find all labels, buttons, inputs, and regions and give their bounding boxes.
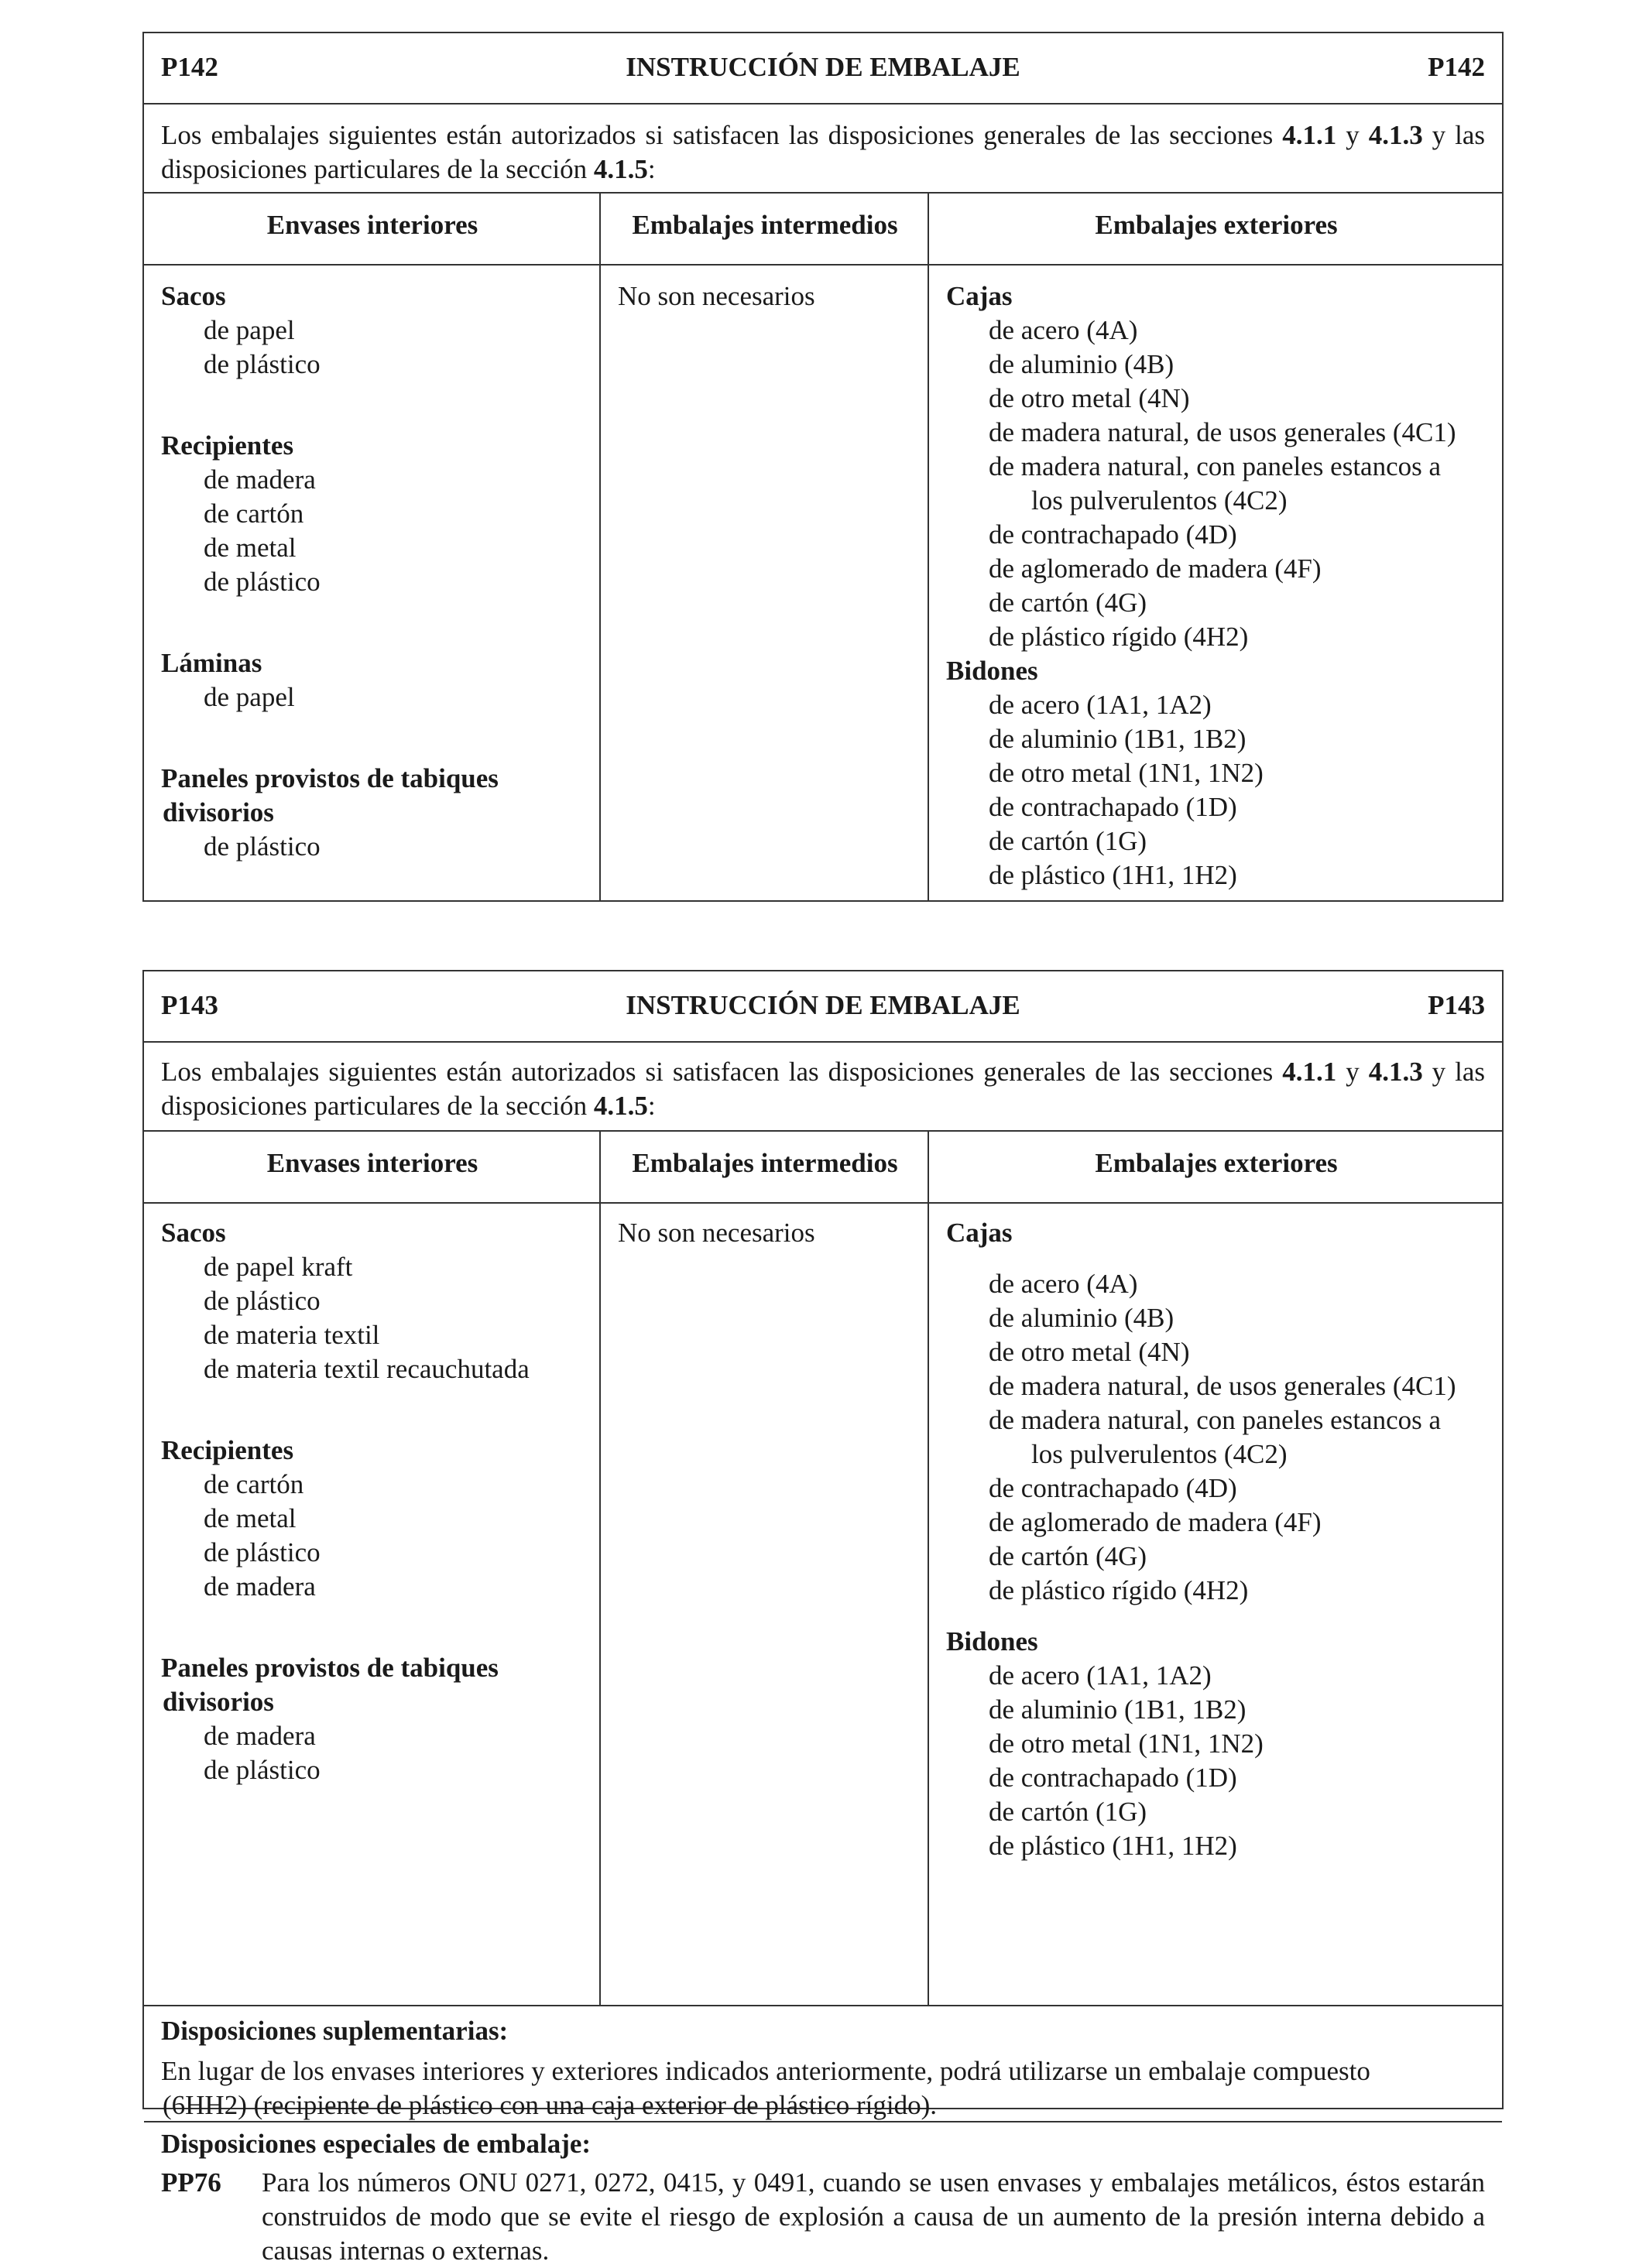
instruction-header	[144, 33, 1502, 103]
group-heading: Láminas	[161, 648, 262, 678]
group-heading: Paneles provistos de tabiques	[161, 1653, 499, 1683]
section-ref: 4.1.1	[1282, 120, 1337, 150]
outer-packagings	[946, 1216, 1500, 1863]
divider	[144, 1202, 1502, 1204]
list-item: de papel kraft	[204, 1252, 353, 1282]
list-item: de madera natural, de usos generales (4C1)	[989, 1371, 1456, 1401]
group-heading: Paneles provistos de tabiques	[161, 763, 499, 793]
intro-text: :	[647, 154, 656, 184]
list-item: de otro metal (1N1, 1N2)	[989, 758, 1264, 788]
intermediate-value: No son necesarios	[618, 281, 815, 311]
list-item: de plástico (1H1, 1H2)	[989, 860, 1237, 890]
list-item: de aluminio (1B1, 1B2)	[989, 724, 1247, 754]
section-ref: 4.1.3	[1368, 1057, 1423, 1087]
divider	[144, 264, 1502, 266]
divider	[144, 103, 1502, 104]
list-item: de madera natural, de usos generales (4C1)	[989, 417, 1456, 447]
provision-text: Para los números ONU 0271, 0272, 0415, y 0491, cuando se usen envases y embalajes metálicos, éstos estarán construidos de modo que se evite el riesgo de explosión a causa de un aumento de la presión interna debido a causas internas o externas.	[262, 2167, 1485, 2266]
intro-text: y las disposiciones particulares de la sección	[161, 120, 1486, 184]
group-heading: Cajas	[946, 1218, 1013, 1248]
list-item: de papel	[204, 682, 295, 712]
col-header-intermediate: Embalajes intermedios	[632, 210, 898, 240]
outer-packagings	[946, 279, 1500, 892]
list-item: de acero (1A1, 1A2)	[989, 1660, 1212, 1691]
list-item: de papel	[204, 315, 295, 345]
list-item: de aluminio (4B)	[989, 1303, 1174, 1333]
divider	[144, 1130, 1502, 1132]
list-item: de otro metal (4N)	[989, 383, 1190, 413]
list-item: de plástico (1H1, 1H2)	[989, 1831, 1237, 1861]
instruction-header	[144, 971, 1502, 1041]
list-item: de plástico	[204, 349, 321, 379]
col-header-inner: Envases interiores	[266, 210, 478, 240]
divider	[144, 2121, 1502, 2122]
group-heading: Cajas	[946, 281, 1013, 311]
list-item: de cartón (1G)	[989, 826, 1147, 856]
list-item: de madera natural, con paneles estancos a	[989, 451, 1442, 481]
packing-instruction-p143	[142, 970, 1504, 2266]
list-item: de aluminio (1B1, 1B2)	[989, 1694, 1247, 1725]
list-item: de plástico	[204, 831, 321, 862]
list-item: de contrachapado (4D)	[989, 519, 1237, 550]
list-item: de cartón (4G)	[989, 1541, 1147, 1571]
col-header-outer: Embalajes exteriores	[1095, 1148, 1338, 1178]
special-packing-provisions	[161, 2127, 1485, 2268]
list-item: de aglomerado de madera (4F)	[989, 1507, 1322, 1537]
column-divider	[928, 1130, 929, 2005]
divider	[144, 2005, 1502, 2006]
list-item: de materia textil	[204, 1320, 380, 1350]
list-item: de otro metal (1N1, 1N2)	[989, 1728, 1264, 1759]
intro-text: Los embalajes siguientes están autorizados si satisfacen las disposiciones generales de las secciones	[161, 1057, 1283, 1087]
instruction-title: INSTRUCCIÓN DE EMBALAJE	[626, 52, 1020, 82]
col-header-outer: Embalajes exteriores	[1095, 210, 1338, 240]
list-item: de plástico rígido (4H2)	[989, 1575, 1249, 1605]
list-item: de otro metal (4N)	[989, 1337, 1190, 1367]
section-ref: 4.1.3	[1368, 120, 1423, 150]
list-item: de contrachapado (1D)	[989, 1763, 1237, 1793]
list-item: de plástico	[204, 1755, 321, 1785]
list-item: de plástico	[204, 1537, 321, 1567]
instruction-code-left: P143	[161, 990, 218, 1020]
section-ref: 4.1.1	[1282, 1057, 1337, 1087]
intro-text: Los embalajes siguientes están autorizados si satisfacen las disposiciones generales de las secciones	[161, 120, 1283, 150]
intro-text: y las disposiciones particulares de la sección	[161, 1057, 1486, 1121]
list-item: de contrachapado (1D)	[989, 792, 1237, 822]
supplementary-provisions	[161, 2014, 1485, 2122]
section-ref: 4.1.5	[593, 1091, 648, 1121]
list-item: de aluminio (4B)	[989, 349, 1174, 379]
group-heading: divisorios	[163, 1687, 274, 1717]
list-item: de metal	[204, 1503, 297, 1533]
instruction-code-right: P142	[1428, 52, 1485, 82]
section-ref: 4.1.5	[593, 154, 648, 184]
column-divider	[928, 192, 929, 900]
instruction-title: INSTRUCCIÓN DE EMBALAJE	[626, 990, 1020, 1020]
list-item: de madera natural, con paneles estancos a	[989, 1405, 1442, 1435]
list-item: los pulverulentos (4C2)	[1031, 1439, 1288, 1469]
list-item: de madera	[204, 1571, 316, 1602]
column-divider	[599, 1130, 601, 2005]
group-heading: Sacos	[161, 1218, 226, 1248]
divider	[144, 1041, 1502, 1043]
intro-text: y	[1336, 120, 1369, 150]
list-item: de cartón (1G)	[989, 1797, 1147, 1827]
group-heading: Bidones	[946, 656, 1038, 686]
paragraph-line: (6HH2) (recipiente de plástico con una caja exterior de plástico rígido).	[163, 2090, 938, 2120]
list-item: de cartón (4G)	[989, 588, 1147, 618]
list-item: de madera	[204, 1721, 316, 1751]
divider	[144, 192, 1502, 194]
list-item: los pulverulentos (4C2)	[1031, 485, 1288, 516]
section-heading: Disposiciones suplementarias:	[161, 2016, 509, 2046]
inner-packagings	[161, 279, 595, 864]
group-heading: Recipientes	[161, 1435, 294, 1465]
packing-instruction-p142	[142, 32, 1504, 902]
list-item: de aglomerado de madera (4F)	[989, 553, 1322, 584]
group-heading: Recipientes	[161, 430, 294, 461]
list-item: de cartón	[204, 1469, 304, 1499]
column-divider	[599, 192, 601, 900]
list-item: de acero (4A)	[989, 315, 1138, 345]
intro-paragraph	[161, 1055, 1485, 1123]
instruction-code-right: P143	[1428, 990, 1485, 1020]
provision-item	[161, 2166, 1485, 2268]
list-item: de madera	[204, 464, 316, 495]
paragraph-line: En lugar de los envases interiores y exteriores indicados anteriormente, podrá utilizarse un embalaje compuesto	[161, 2056, 1370, 2086]
section-heading: Disposiciones especiales de embalaje:	[161, 2129, 592, 2159]
intermediate-value: No son necesarios	[618, 1218, 815, 1248]
list-item: de acero (4A)	[989, 1269, 1138, 1299]
list-item: de materia textil recauchutada	[204, 1354, 530, 1384]
list-item: de plástico rígido (4H2)	[989, 622, 1249, 652]
list-item: de plástico	[204, 567, 321, 597]
list-item: de contrachapado (4D)	[989, 1473, 1237, 1503]
inner-packagings	[161, 1216, 595, 1787]
col-header-inner: Envases interiores	[266, 1148, 478, 1178]
list-item: de plástico	[204, 1286, 321, 1316]
group-heading: Sacos	[161, 281, 226, 311]
col-header-intermediate: Embalajes intermedios	[632, 1148, 898, 1178]
provision-code: PP76	[161, 2167, 221, 2198]
intro-paragraph	[161, 118, 1485, 187]
list-item: de cartón	[204, 498, 304, 529]
group-heading: divisorios	[163, 797, 274, 827]
group-heading: Bidones	[946, 1626, 1038, 1656]
intro-text: :	[647, 1091, 656, 1121]
list-item: de acero (1A1, 1A2)	[989, 690, 1212, 720]
intro-text: y	[1336, 1057, 1369, 1087]
instruction-code-left: P142	[161, 52, 218, 82]
list-item: de metal	[204, 533, 297, 563]
